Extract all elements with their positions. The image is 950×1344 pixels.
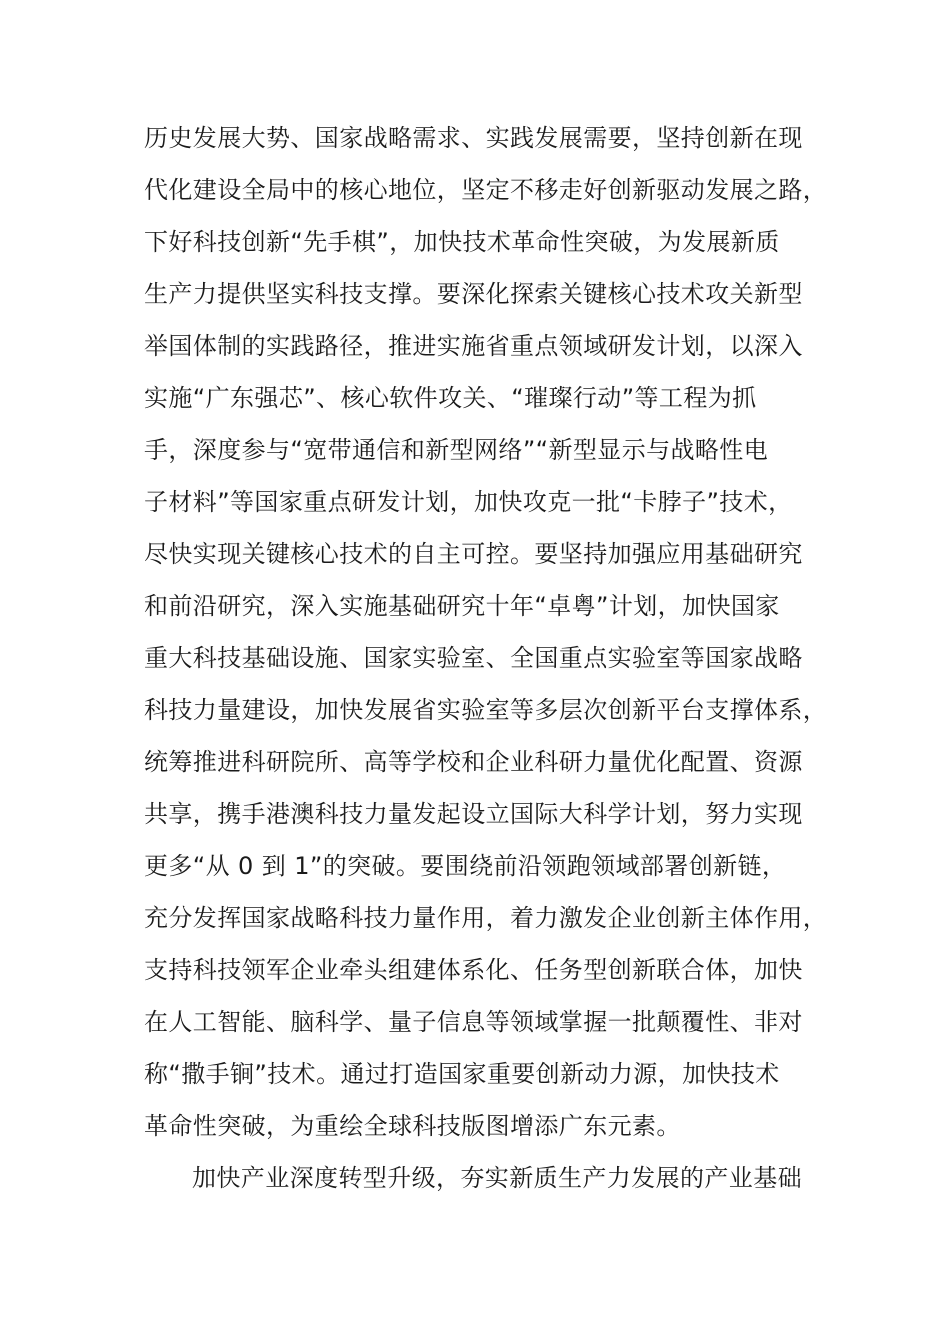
text-line: 革命性突破，为重绘全球科技版图增添广东元素。: [144, 1112, 681, 1140]
text-line: 和前沿研究，深入实施基础研究十年“卓粤”计划，加快国家: [144, 592, 780, 620]
text-line: 尽快实现关键核心技术的自主可控。要坚持加强应用基础研究: [144, 540, 803, 568]
text-line: 称“撒手锏”技术。通过打造国家重要创新动力源，加快技术: [144, 1060, 780, 1088]
text-line: 更多“从 0 到 1”的突破。要围绕前沿领跑领域部署创新链，: [144, 852, 787, 880]
text-line: 子材料”等国家重点研发计划，加快攻克一批“卡脖子”技术，: [144, 488, 793, 516]
text-line: 充分发挥国家战略科技力量作用，着力激发企业创新主体作用，: [144, 904, 828, 932]
text-line: 代化建设全局中的核心地位，坚定不移走好创新驱动发展之路，: [144, 176, 828, 204]
text-line: 举国体制的实践路径，推进实施省重点领域研发计划，以深入: [144, 332, 803, 360]
text-line: 在人工智能、脑科学、量子信息等领域掌握一批颠覆性、非对: [144, 1008, 803, 1036]
text-line: 共享，携手港澳科技力量发起设立国际大科学计划，努力实现: [144, 800, 803, 828]
paragraph-heading-line: 加快产业深度转型升级，夯实新质生产力发展的产业基础: [192, 1164, 802, 1192]
text-line: 科技力量建设，加快发展省实验室等多层次创新平台支撑体系，: [144, 696, 828, 724]
text-line: 下好科技创新“先手棋”，加快技术革命性突破，为发展新质: [144, 228, 780, 256]
text-line: 实施“广东强芯”、核心软件攻关、“璀璨行动”等工程为抓: [144, 384, 757, 412]
text-line: 手，深度参与“宽带通信和新型网络”“新型显示与战略性电: [144, 436, 769, 464]
text-line: 统筹推进科研院所、高等学校和企业科研力量优化配置、资源: [144, 748, 803, 776]
text-line: 重大科技基础设施、国家实验室、全国重点实验室等国家战略: [144, 644, 803, 672]
body-text: [144, 112, 834, 1204]
text-line: 历史发展大势、国家战略需求、实践发展需要，坚持创新在现: [144, 124, 803, 152]
text-line: 生产力提供坚实科技支撑。要深化探索关键核心技术攻关新型: [144, 280, 803, 308]
text-line: 支持科技领军企业牵头组建体系化、任务型创新联合体，加快: [144, 956, 803, 984]
